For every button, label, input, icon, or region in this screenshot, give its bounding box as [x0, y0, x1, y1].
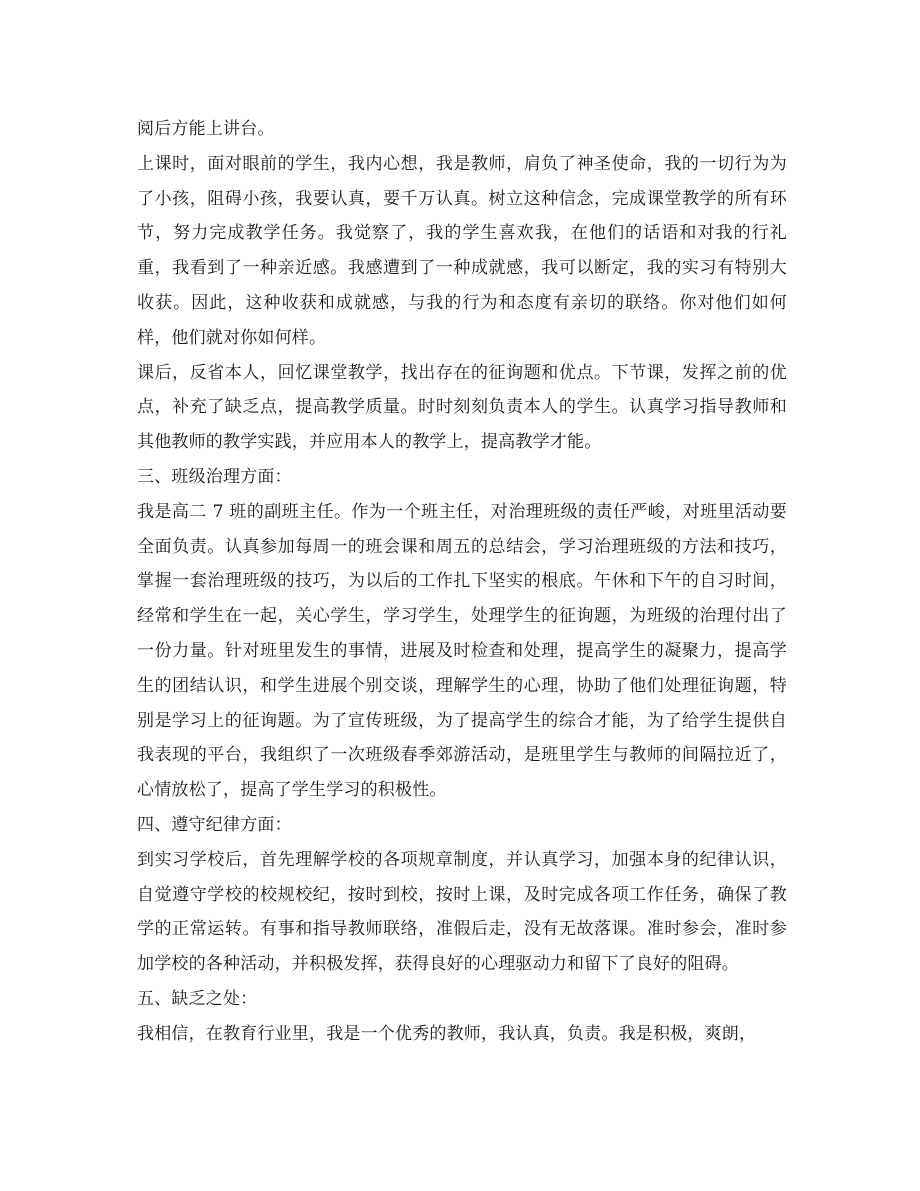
- paragraph-1: 阅后方能上讲台。: [137, 119, 275, 139]
- document-body: [137, 112, 787, 1052]
- paragraph-4: 我是高二 7 班的副班主任。作为一个班主任，对治理班级的责任严峻，对班里活动要全面负责。认真参加每周一的班会课和周五的总结会，学习治理班级的方法和技巧，掌握一套治理班级的技巧，为以后的工作扎下坚实的根底。午休和下午的自习时间，经常和学生在一起，关心学生，学习学生，处理学生的征询题，为班级的治理付出了一份力量。针对班里发生的事情，进展及时检查和处理，提高学生的凝聚力，提高学生的团结认识，和学生进展个别交谈，理解学生的心理，协助了他们处理征询题，特别是学习上的征询题。为了宣传班级，为了提高学生的综合才能，为了给学生提供自我表现的平台，我组织了一次班级春季郊游活动，是班里学生与教师的间隔拉近了，心情放松了，提高了学生学习的积极性。: [137, 501, 787, 801]
- paragraph-3: 课后，反省本人，回忆课堂教学，找出存在的征询题和优点。下节课，发挥之前的优点，补充了缺乏点，提高教学质量。时时刻刻负责本人的学生。认真学习指导教师和其他教师的教学实践，并应用本人的教学上，提高教学才能。: [137, 362, 787, 453]
- paragraph-5: 到实习学校后，首先理解学校的各项规章制度，并认真学习，加强本身的纪律认识，自觉遵守学校的校规校纪，按时到校，按时上课，及时完成各项工作任务，确保了教学的正常运转。有事和指导教师联络，准假后走，没有无故落课。准时参会，准时参加学校的各种活动，并积极发挥，获得良好的心理驱动力和留下了良好的阻碍。: [137, 849, 787, 975]
- section-heading-5: 五、缺乏之处：: [137, 988, 258, 1009]
- paragraph-6: 我相信，在教育行业里，我是一个优秀的教师，我认真，负责。我是积极，爽朗，: [137, 1023, 757, 1044]
- section-heading-3: 三、班级治理方面：: [137, 466, 292, 487]
- paragraph-2: 上课时，面对眼前的学生，我内心想，我是教师，肩负了神圣使命，我的一切行为为了小孩，阻碍小孩，我要认真，要千万认真。树立这种信念，完成课堂教学的所有环节，努力完成教学任务。我觉察了，我的学生喜欢我，在他们的话语和对我的行礼重，我看到了一种亲近感。我感遭到了一种成就感，我可以断定，我的实习有特别大收获。因此，这种收获和成就感，与我的行为和态度有亲切的联络。你对他们如何样，他们就对你如何样。: [137, 153, 787, 348]
- section-heading-4: 四、遵守纪律方面：: [137, 814, 292, 835]
